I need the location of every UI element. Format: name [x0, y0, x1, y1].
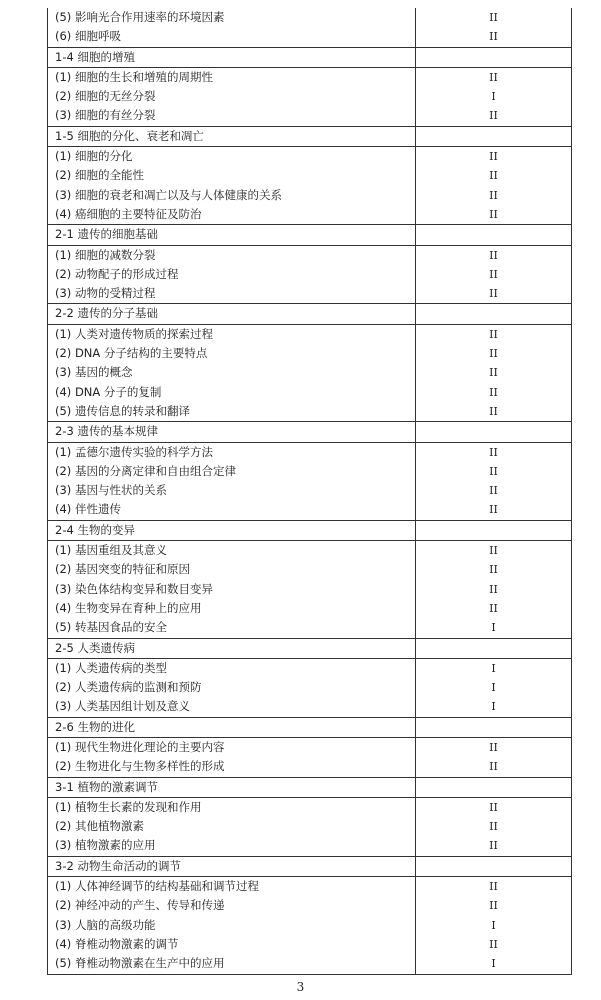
requirement-level: II: [415, 599, 571, 618]
requirement-level: II: [415, 560, 571, 579]
table-row: [48, 324, 571, 344]
item-text: (2) 动物配子的形成过程: [55, 266, 179, 281]
item-text: (2) 基因突变的特征和原因: [55, 562, 190, 577]
table-row: [48, 245, 571, 265]
section-header-row: [48, 856, 571, 876]
item-text: (3) 细胞的衰老和凋亡以及与人体健康的关系: [55, 187, 282, 202]
requirement-level: [415, 225, 571, 244]
requirement-level: I: [415, 618, 571, 637]
table-row: [48, 205, 571, 224]
item-text: (4) 伴性遗传: [55, 502, 121, 517]
requirement-level: II: [415, 186, 571, 205]
requirement-level: II: [415, 363, 571, 382]
requirement-level: II: [415, 462, 571, 481]
table-row: [48, 580, 571, 599]
item-text: (5) 脊椎动物激素在生产中的应用: [55, 956, 225, 971]
table-row: [48, 500, 571, 519]
requirement-level: II: [415, 757, 571, 776]
item-text: (3) 动物的受精过程: [55, 286, 156, 301]
item-text: (4) DNA 分子的复制: [55, 384, 162, 399]
requirement-level: II: [415, 166, 571, 185]
item-text: (1) 人体神经调节的结构基础和调节过程: [55, 879, 259, 894]
requirement-level: II: [415, 265, 571, 284]
table-row: [48, 402, 571, 421]
table-row: [48, 166, 571, 185]
requirement-level: I: [415, 697, 571, 716]
requirement-level: II: [415, 68, 571, 87]
requirement-level: II: [415, 817, 571, 836]
section-header-row: [48, 224, 571, 244]
requirement-level: II: [415, 896, 571, 915]
table-row: [48, 462, 571, 481]
section-title: 2-6 生物的进化: [55, 719, 135, 734]
section-header-row: [48, 717, 571, 737]
table-row: [48, 442, 571, 462]
requirement-level: II: [415, 344, 571, 363]
section-title: 3-1 植物的激素调节: [55, 779, 158, 794]
item-text: (1) 人类遗传病的类型: [55, 660, 167, 675]
table-row: [48, 916, 571, 935]
item-text: (1) 基因重组及其意义: [55, 543, 167, 558]
table-row: [48, 344, 571, 363]
section-title: 2-1 遗传的细胞基础: [55, 227, 158, 242]
item-text: (3) 细胞的有丝分裂: [55, 108, 156, 123]
requirement-level: [415, 127, 571, 146]
requirement-level: II: [415, 205, 571, 224]
section-title: 2-5 人类遗传病: [55, 640, 135, 655]
item-text: (2) 细胞的全能性: [55, 168, 144, 183]
table-row: [48, 757, 571, 776]
table-row: [48, 618, 571, 637]
requirement-level: II: [415, 836, 571, 855]
section-header-row: [48, 126, 571, 146]
requirement-level: II: [415, 246, 571, 265]
item-text: (1) 植物生长素的发现和作用: [55, 799, 202, 814]
item-text: (2) DNA 分子结构的主要特点: [55, 346, 208, 361]
table-row: [48, 265, 571, 284]
requirement-level: II: [415, 798, 571, 817]
requirement-level: II: [415, 500, 571, 519]
requirement-level: I: [415, 916, 571, 935]
section-header-row: [48, 303, 571, 323]
item-text: (1) 现代生物进化理论的主要内容: [55, 739, 225, 754]
item-text: (4) 癌细胞的主要特征及防治: [55, 206, 202, 221]
requirement-level: [415, 778, 571, 797]
item-text: (3) 植物激素的应用: [55, 838, 156, 853]
section-title: 1-4 细胞的增殖: [55, 49, 135, 64]
item-text: (1) 细胞的生长和增殖的周期性: [55, 69, 213, 84]
requirement-level: [415, 521, 571, 540]
item-text: (5) 转基因食品的安全: [55, 620, 167, 635]
section-header-row: [48, 520, 571, 540]
table-row: [48, 876, 571, 896]
requirement-level: II: [415, 541, 571, 560]
item-text: (1) 细胞的减数分裂: [55, 247, 156, 262]
item-text: (5) 遗传信息的转录和翻译: [55, 403, 190, 418]
table-row: [48, 481, 571, 500]
item-text: (3) 人脑的高级功能: [55, 917, 156, 932]
requirement-level: II: [415, 877, 571, 896]
item-text: (2) 人类遗传病的监测和预防: [55, 680, 202, 695]
item-text: (2) 其他植物激素: [55, 819, 144, 834]
table-row: [48, 186, 571, 205]
item-text: (1) 细胞的分化: [55, 149, 133, 164]
table-row: [48, 678, 571, 697]
requirement-level: [415, 304, 571, 323]
table-row: [48, 146, 571, 166]
table-row: [48, 560, 571, 579]
requirement-level: II: [415, 580, 571, 599]
requirement-level: I: [415, 659, 571, 678]
table-row: [48, 797, 571, 817]
section-header-row: [48, 421, 571, 441]
table-row: [48, 27, 571, 46]
requirement-level: II: [415, 27, 571, 46]
section-title: 3-2 动物生命活动的调节: [55, 858, 181, 873]
section-title: 2-3 遗传的基本规律: [55, 424, 158, 439]
requirement-level: II: [415, 481, 571, 500]
table-row: [48, 383, 571, 402]
requirement-level: [415, 718, 571, 737]
table-row: [48, 67, 571, 87]
requirement-level: II: [415, 443, 571, 462]
requirement-level: II: [415, 402, 571, 421]
item-text: (6) 细胞呼吸: [55, 29, 121, 44]
item-text: (4) 脊椎动物激素的调节: [55, 936, 179, 951]
requirement-level: II: [415, 284, 571, 303]
requirement-level: [415, 48, 571, 67]
item-text: (3) 染色体结构变异和数目变异: [55, 581, 213, 596]
section-header-row: [48, 777, 571, 797]
item-text: (1) 人类对遗传物质的探索过程: [55, 326, 213, 341]
table-row: [48, 87, 571, 106]
requirement-level: II: [415, 383, 571, 402]
requirement-level: II: [415, 738, 571, 757]
table-row: [48, 935, 571, 954]
requirement-level: [415, 857, 571, 876]
item-text: (2) 生物进化与生物多样性的形成: [55, 759, 225, 774]
section-header-row: [48, 47, 571, 67]
table-row: [48, 599, 571, 618]
table-row: [48, 540, 571, 560]
item-text: (1) 孟德尔遗传实验的科学方法: [55, 444, 213, 459]
section-header-row: [48, 638, 571, 658]
section-title: 2-4 生物的变异: [55, 522, 135, 537]
table-row: [48, 106, 571, 125]
table-row: [48, 896, 571, 915]
table-row: [48, 8, 571, 27]
table-row: [48, 658, 571, 678]
page-number: 3: [296, 980, 305, 994]
item-text: (5) 影响光合作用速率的环境因素: [55, 10, 225, 24]
requirement-level: II: [415, 8, 571, 27]
item-text: (2) 神经冲动的产生、传导和传递: [55, 898, 225, 913]
section-title: 2-2 遗传的分子基础: [55, 306, 158, 321]
table-row: [48, 737, 571, 757]
requirement-level: [415, 422, 571, 441]
table-row: [48, 697, 571, 716]
syllabus-table: [47, 8, 572, 975]
item-text: (4) 生物变异在育种上的应用: [55, 600, 202, 615]
requirement-level: II: [415, 106, 571, 125]
requirement-level: I: [415, 87, 571, 106]
table-row: [48, 836, 571, 855]
requirement-level: II: [415, 935, 571, 954]
item-text: (3) 人类基因组计划及意义: [55, 699, 190, 714]
requirement-level: [415, 639, 571, 658]
table-row: [48, 817, 571, 836]
requirement-level: II: [415, 147, 571, 166]
section-title: 1-5 细胞的分化、衰老和凋亡: [55, 128, 204, 143]
requirement-level: II: [415, 325, 571, 344]
table-row: [48, 954, 571, 973]
requirement-level: I: [415, 678, 571, 697]
item-text: (2) 细胞的无丝分裂: [55, 89, 156, 104]
item-text: (3) 基因与性状的关系: [55, 483, 167, 498]
table-row: [48, 284, 571, 303]
requirement-level: I: [415, 954, 571, 973]
item-text: (3) 基因的概念: [55, 365, 133, 380]
table-row: [48, 363, 571, 382]
item-text: (2) 基因的分离定律和自由组合定律: [55, 463, 236, 478]
